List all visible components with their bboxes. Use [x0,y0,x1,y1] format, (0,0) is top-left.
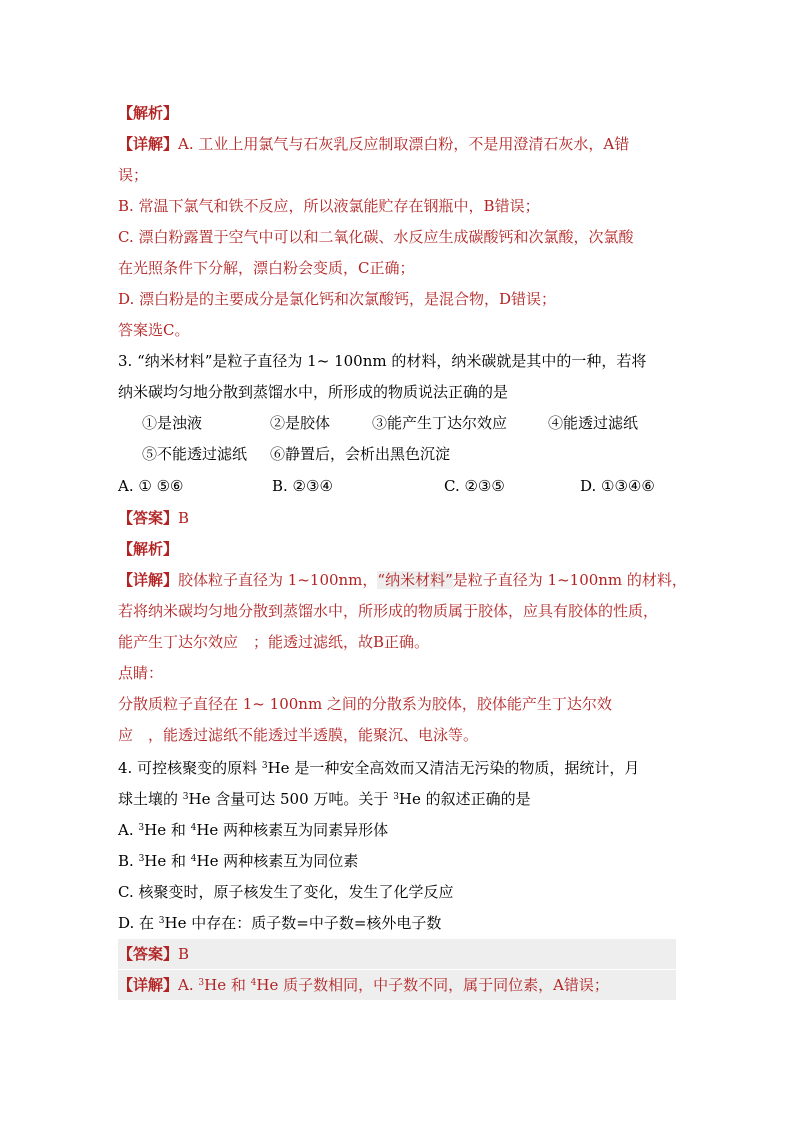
question-4-line1: 4. 可控核聚变的原料 $^3$He 是一种安全高效而又清洁无污染的物质，据统计，月 [118,759,640,777]
question-4-line2: 球土壤的 $^3$He 含量可达 500 万吨。关于 $^3$He 的叙述正确的是 [118,790,531,808]
note-3-line1: 分散质粒子直径在 1~ 100nm 之间的分散系为胶体，胶体能产生丁达尔效 [118,695,612,713]
detail-option-d: D. 漂白粉是的主要成分是氯化钙和次氯酸钙，是混合物，D错误； [118,290,557,308]
detail-3-line1: 【详解】胶体粒子直径为 1~100nm，“纳米材料”是粒子直径为 1~100nm 的材料， [118,571,687,589]
answer-3: 【答案】B [118,509,190,527]
detail-4: 【详解】A. $^3$He 和 $^4$He 质子数相同，中子数不同，属于同位素，A错误； [118,970,676,1000]
q3-choice-c: C. ②③⑤ [444,477,505,495]
q3-choice-d: D. ①③④⑥ [580,477,655,495]
detail-option-c-line2: 在光照条件下分解，漂白粉会变质，C正确； [118,259,415,277]
q4-option-c: C. 核聚变时，原子核发生了变化，发生了化学反应 [118,883,454,901]
q3-item-2: ②是胶体 [270,414,331,432]
answer-choice-text: 答案选C。 [118,321,190,339]
question-3-line2: 纳米碳均匀地分散到蒸馏水中，所形成的物质说法正确的是 [118,383,509,401]
q4-option-a: A. $^3$He 和 $^4$He 两种核素互为同素异形体 [118,821,389,839]
note-3-line2: 应 ，能透过滤纸不能透过半透膜，能聚沉、电泳等。 [118,726,479,744]
detail-option-c-line1: C. 漂白粉露置于空气中可以和二氧化碳、水反应生成碳酸钙和次氯酸，次氯酸 [118,228,634,246]
q3-item-5: ⑤不能透过滤纸 [142,445,248,463]
detail-3-line3: 能产生丁达尔效应 ；能透过滤纸，故B正确。 [118,633,430,651]
question-3-line1: 3. “纳米材料”是粒子直径为 1~ 100nm 的材料，纳米碳就是其中的一种，若将 [118,352,647,370]
q3-item-6: ⑥静置后，会析出黑色沉淀 [270,445,451,463]
q3-item-4: ④能透过滤纸 [548,414,639,432]
q3-item-3: ③能产生丁达尔效应 [372,414,508,432]
detail-line-2: 误； [118,166,149,184]
q3-choice-b: B. ②③④ [272,477,333,495]
detail-line-1: 【详解】A. 工业上用氯气与石灰乳反应制取漂白粉，不是用澄清石灰水，A错 [118,135,630,153]
detail-option-b: B. 常温下氯气和铁不反应，所以液氯能贮存在钢瓶中，B错误； [118,197,540,215]
detail-3-line2: 若将纳米碳均匀地分散到蒸馏水中，所形成的物质属于胶体，应具有胶体的性质， [118,602,659,620]
q4-option-b: B. $^3$He 和 $^4$He 两种核素互为同位素 [118,852,359,870]
q3-item-1: ①是浊液 [142,414,203,432]
q4-option-d: D. 在 $^3$He 中存在：质子数=中子数=核外电子数 [118,914,442,932]
analysis-heading-1: 【解析】 [118,104,179,122]
analysis-heading-3: 【解析】 [118,540,179,558]
q3-choice-a: A. ① ⑤⑥ [118,477,184,495]
note-3-label: 点睛： [118,664,164,682]
answer-4: 【答案】B [118,939,676,969]
